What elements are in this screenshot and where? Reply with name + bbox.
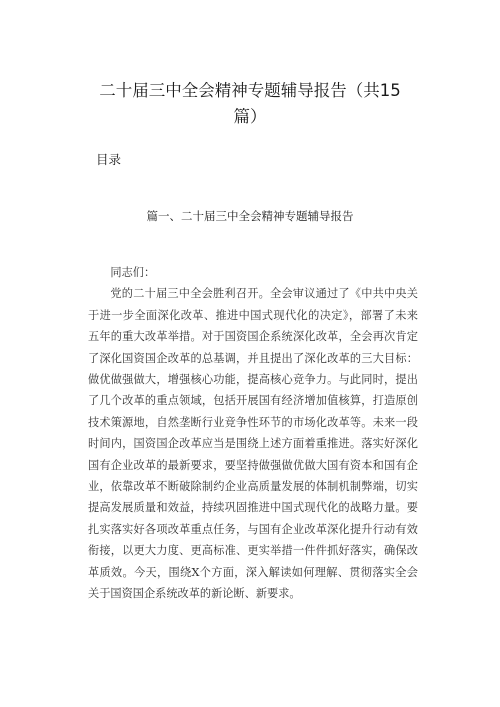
body-text <box>88 262 418 605</box>
document-title-line-1: 二十届三中全会精神专题辅导报告（共15 <box>99 81 401 100</box>
table-of-contents-label: 目录 <box>96 152 122 167</box>
salutation: 同志们： <box>110 266 156 279</box>
chapter-heading: 篇一、二十届三中全会精神专题辅导报告 <box>146 209 354 223</box>
document-title <box>60 78 440 130</box>
body-paragraph: 党的二十届三中全会胜利召开。全会审议通过了《中共中央关于进一步全面深化改革、推进中国式现代化的决定》，部署了未来五年的重大改革举措。对于国资国企系统深化改革，全会再次肯定了深化国资国企改革的总基调，并且提出了深化改革的三大目标：做优做强做大，增强核心功能，提高核心竞争力。与此同时，提出了几个改革的重点领域，包括开展国有经济增加值核算，打造原创技术策源地，自然垄断行业竞争性环节的市场化改革等。未来一段时间内，国资国企改革应当是围绕上述方面着重推进。落实好深化国有企业改革的最新要求，要坚持做强做优做大国有资本和国有企业，依靠改革不断破除制约企业高质量发展的体制机制弊端，切实提高发展质量和效益，持续巩固推进中国式现代化的战略力量。要扎实落实好各项改革重点任务，与国有企业改革深化提升行动有效衔接，以更大力度、更高标准、更实举措一件件抓好落实，确保改革质效。今天，围绕X个方面，深入解读如何理解、贯彻落实全会关于国资国企系统改革的新论断、新要求。 <box>88 287 418 601</box>
document-title-line-2: 篇） <box>233 107 267 126</box>
